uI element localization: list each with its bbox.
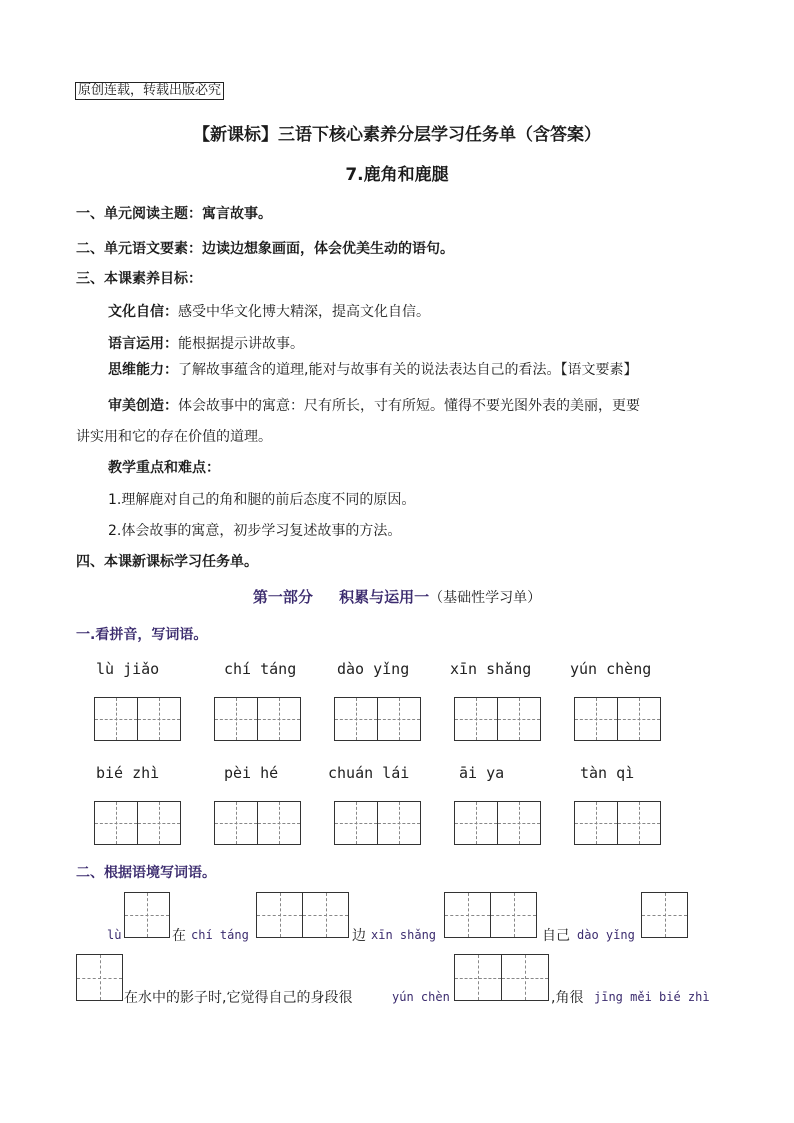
copyright-notice: 原创连载，转载出版必究	[75, 82, 224, 100]
writing-cell[interactable]	[574, 801, 618, 845]
writing-cell[interactable]	[137, 801, 181, 845]
writing-cell[interactable]	[501, 954, 549, 1001]
goal-aesthetic-continued: 讲实用和它的存在价值的道理。	[76, 429, 272, 445]
writing-grid	[454, 697, 541, 741]
pinyin-inline: xīn shǎng	[371, 928, 437, 942]
writing-cell[interactable]	[444, 892, 491, 938]
sentence-text: ,角很	[551, 990, 584, 1006]
writing-grid	[214, 801, 301, 845]
writing-grid	[454, 954, 549, 1001]
goal-culture-text: 感受中华文化博大精深，提高文化自信。	[178, 304, 430, 320]
pinyin-label: chí táng	[224, 660, 297, 678]
writing-cell[interactable]	[94, 801, 138, 845]
sentence-text: 边	[352, 928, 366, 944]
section-reading-theme: 一、单元阅读主题：寓言故事。	[76, 206, 272, 222]
sentence-text: 在水中的影子时,它觉得自己的身段很	[124, 990, 353, 1006]
writing-cell[interactable]	[497, 697, 541, 741]
part-label: 第一部分	[252, 588, 313, 606]
writing-grid	[574, 697, 661, 741]
pinyin-label: lù jiǎo	[96, 660, 160, 678]
writing-grid	[94, 697, 181, 741]
pinyin-inline: lù	[107, 928, 122, 942]
writing-cell[interactable]	[257, 801, 301, 845]
writing-cell[interactable]	[334, 801, 378, 845]
pinyin-inline: chí táng	[191, 928, 249, 942]
goal-thinking	[108, 359, 637, 379]
part-subtitle: （基础性学习单）	[429, 590, 542, 606]
part-heading	[0, 586, 794, 607]
writing-grid	[256, 892, 349, 938]
focus-item: 2.体会故事的寓意，初步学习复述故事的方法。	[108, 523, 402, 539]
goal-aesthetic	[108, 395, 640, 415]
writing-cell[interactable]	[617, 697, 661, 741]
pinyin-label: chuán lái	[328, 764, 410, 782]
writing-grid	[641, 892, 688, 938]
question-2-heading: 二、根据语境写词语。	[76, 865, 216, 881]
writing-cell[interactable]	[377, 697, 421, 741]
writing-grid	[574, 801, 661, 845]
goal-aesthetic-text: 体会故事中的寓意：尺有所长，寸有所短。懂得不要光图外表的美丽，更要	[178, 398, 640, 414]
goal-thinking-label: 思维能力：	[108, 362, 178, 378]
pinyin-label: āi ya	[459, 764, 505, 782]
writing-cell[interactable]	[257, 697, 301, 741]
pinyin-label: pèi hé	[224, 764, 279, 782]
writing-grid	[76, 954, 123, 1001]
question-1-heading: 一.看拼音，写词语。	[76, 627, 208, 643]
writing-grid	[454, 801, 541, 845]
pinyin-inline: dào yǐng	[577, 928, 635, 942]
writing-cell[interactable]	[454, 801, 498, 845]
section-goals-heading: 三、本课素养目标：	[76, 271, 202, 287]
writing-cell[interactable]	[641, 892, 688, 938]
writing-grid	[124, 892, 170, 938]
section-language-element: 二、单元语文要素：边读边想象画面，体会优美生动的语句。	[76, 241, 454, 257]
writing-cell[interactable]	[302, 892, 349, 938]
focus-item: 1.理解鹿对自己的角和腿的前后态度不同的原因。	[108, 492, 416, 508]
writing-grid	[334, 801, 421, 845]
page-title: 【新课标】三语下核心素养分层学习任务单（含答案）	[193, 125, 601, 145]
writing-cell[interactable]	[454, 697, 498, 741]
writing-grid	[444, 892, 537, 938]
writing-grid	[214, 697, 301, 741]
writing-cell[interactable]	[214, 801, 258, 845]
writing-cell[interactable]	[94, 697, 138, 741]
writing-cell[interactable]	[454, 954, 502, 1001]
pinyin-inline: yún chèn	[392, 990, 450, 1004]
goal-language-label: 语言运用：	[108, 336, 178, 352]
lesson-title: 7.鹿角和鹿腿	[345, 165, 449, 185]
writing-cell[interactable]	[214, 697, 258, 741]
writing-cell[interactable]	[76, 954, 123, 1001]
writing-grid	[94, 801, 181, 845]
writing-cell[interactable]	[377, 801, 421, 845]
sentence-text: 在	[172, 928, 186, 944]
pinyin-label: xīn shǎng	[450, 660, 532, 678]
writing-cell[interactable]	[334, 697, 378, 741]
writing-cell[interactable]	[497, 801, 541, 845]
section-task-sheet: 四、本课新课标学习任务单。	[76, 554, 258, 570]
goal-culture-label: 文化自信：	[108, 304, 178, 320]
focus-heading: 教学重点和难点：	[108, 460, 220, 476]
writing-cell[interactable]	[256, 892, 303, 938]
pinyin-inline: jīng měi bié zhì	[594, 990, 710, 1004]
pinyin-label: tàn qì	[580, 764, 635, 782]
goal-culture	[108, 301, 430, 321]
pinyin-label: bié zhì	[96, 764, 160, 782]
goal-aesthetic-label: 审美创造：	[108, 398, 178, 414]
writing-cell[interactable]	[124, 892, 170, 938]
pinyin-label: yún chèng	[570, 660, 652, 678]
goal-language-text: 能根据提示讲故事。	[178, 336, 304, 352]
sentence-text: 自己	[542, 928, 570, 944]
writing-cell[interactable]	[574, 697, 618, 741]
goal-language	[108, 333, 304, 353]
writing-cell[interactable]	[490, 892, 537, 938]
writing-cell[interactable]	[617, 801, 661, 845]
goal-thinking-text: 了解故事蕴含的道理,能对与故事有关的说法表达自己的看法。【语文要素】	[178, 362, 638, 378]
writing-grid	[334, 697, 421, 741]
part-name: 积累与运用一	[339, 588, 430, 606]
pinyin-label: dào yǐng	[337, 660, 410, 678]
writing-cell[interactable]	[137, 697, 181, 741]
